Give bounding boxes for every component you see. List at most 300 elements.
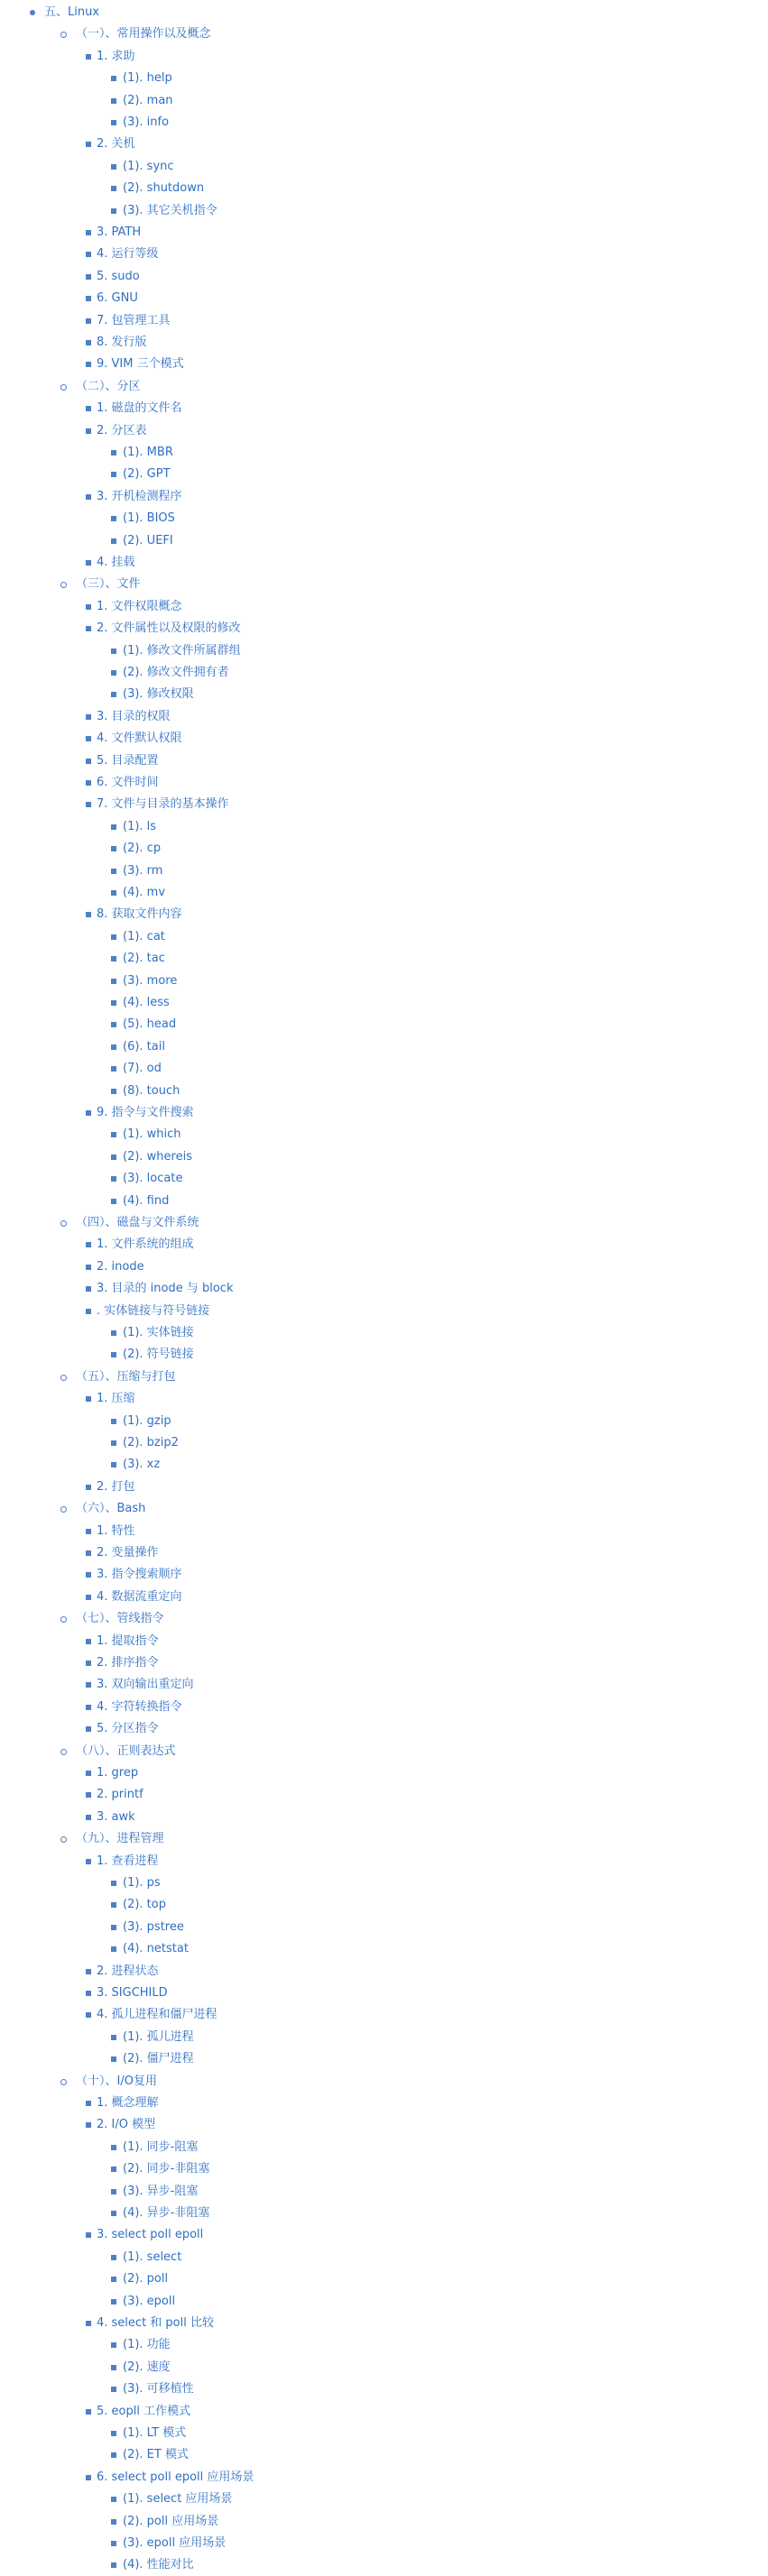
toc-item-level-3 (0, 1146, 768, 1168)
square-bullet-icon (111, 2519, 116, 2525)
toc-link[interactable]: (2). poll 应用场景 (123, 2514, 219, 2528)
toc-link[interactable]: (1). MBR (123, 446, 173, 459)
toc-link[interactable]: 五、Linux (44, 5, 100, 19)
toc-link[interactable]: (1). sync (123, 159, 174, 173)
toc-link[interactable]: (7). od (123, 1062, 162, 1076)
toc-link[interactable]: (1). ps (123, 1876, 161, 1890)
toc-link[interactable]: (3). epoll (123, 2294, 176, 2308)
toc-link[interactable]: (3). 异步-阻塞 (123, 2184, 199, 2198)
toc-item-level-3 (0, 2291, 768, 2313)
toc-link[interactable]: 2. printf (97, 1788, 143, 1802)
square-bullet-icon (86, 142, 91, 147)
square-bullet-icon (86, 1682, 91, 1688)
toc-link[interactable]: （二）、分区 (76, 379, 141, 393)
toc-link[interactable]: (3). 修改权限 (123, 687, 194, 702)
square-bullet-icon (111, 979, 116, 984)
toc-item-level-2 (0, 1301, 768, 1322)
square-bullet-icon (111, 1946, 116, 1952)
toc-link[interactable]: 4. 孤儿进程和僵尸进程 (97, 2008, 217, 2022)
square-bullet-icon (86, 604, 91, 610)
square-bullet-icon (86, 362, 91, 367)
toc-item-level-2 (0, 288, 768, 309)
toc-item-level-3 (0, 1344, 768, 1366)
circle-bullet-icon (60, 1375, 67, 1381)
toc-link[interactable]: 2. 文件属性以及权限的修改 (97, 621, 241, 636)
square-bullet-icon (86, 1265, 91, 1270)
toc-item-level-3 (0, 1081, 768, 1102)
toc-link[interactable]: (3). xz (123, 1458, 161, 1472)
square-bullet-icon (111, 2365, 116, 2370)
square-bullet-icon (111, 2255, 116, 2260)
toc-item-level-3 (0, 1191, 768, 1212)
toc-item-level-2 (0, 772, 768, 794)
toc-item-level-2 (0, 1983, 768, 2004)
toc-item-level-2 (0, 332, 768, 354)
toc-link[interactable]: (4). mv (123, 886, 166, 899)
toc-item-level-2 (0, 728, 768, 750)
toc-item-level-2 (0, 1521, 768, 1542)
toc-link[interactable]: 8. 获取文件内容 (97, 907, 182, 922)
toc-link[interactable]: (3). info (123, 115, 170, 129)
toc-item-level-3 (0, 90, 768, 112)
toc-link[interactable]: (1). ls (123, 819, 157, 833)
toc-link[interactable]: (1). select 应用场景 (123, 2492, 233, 2507)
toc-item-level-3 (0, 2137, 768, 2158)
square-bullet-icon (111, 1462, 116, 1467)
toc-link[interactable]: 4. 挂载 (97, 556, 135, 569)
toc-link[interactable]: 1. 概念理解 (97, 2096, 159, 2110)
toc-item-level-1 (0, 1366, 768, 1388)
square-bullet-icon (86, 626, 91, 631)
toc-link[interactable]: (1). BIOS (123, 511, 175, 526)
toc-link[interactable]: 3. 双向输出重定向 (97, 1678, 194, 1692)
toc-item-level-3 (0, 464, 768, 485)
square-bullet-icon (86, 54, 91, 60)
toc-item-level-3 (0, 2378, 768, 2400)
square-bullet-icon (111, 934, 116, 940)
toc-link[interactable]: (1). 同步-阻塞 (123, 2139, 199, 2154)
toc-link[interactable]: (2). 修改文件拥有者 (123, 666, 229, 679)
toc-item-level-1 (0, 23, 768, 45)
toc-link[interactable]: 1. 特性 (97, 1523, 135, 1538)
toc-link[interactable]: 2. 分区表 (97, 423, 147, 437)
circle-bullet-icon (60, 1836, 67, 1843)
square-bullet-icon (111, 164, 116, 170)
square-bullet-icon (86, 340, 91, 345)
toc-item-level-2 (0, 1961, 768, 1983)
toc-link[interactable]: 6. select poll epoll 应用场景 (97, 2470, 254, 2484)
square-bullet-icon (111, 120, 116, 125)
square-bullet-icon (111, 472, 116, 477)
toc-link[interactable]: 2. 关机 (97, 137, 135, 152)
toc-item-level-3 (0, 2511, 768, 2533)
toc-item-level-1 (0, 1741, 768, 1762)
toc-link[interactable]: （一）、常用操作以及概念 (76, 27, 211, 41)
toc-item-level-3 (0, 156, 768, 178)
toc-item-level-3 (0, 1432, 768, 1454)
square-bullet-icon (86, 1529, 91, 1534)
circle-bullet-icon (60, 1749, 67, 1755)
square-bullet-icon (111, 2056, 116, 2062)
toc-item-level-3 (0, 1168, 768, 1190)
square-bullet-icon (111, 1330, 116, 1336)
toc-link[interactable]: 1. 文件系统的组成 (97, 1237, 194, 1252)
square-bullet-icon (111, 1419, 116, 1424)
square-bullet-icon (86, 1969, 91, 1974)
square-bullet-icon (86, 2122, 91, 2128)
toc-link[interactable]: 3. 指令搜索顺序 (97, 1568, 182, 1582)
toc-link[interactable]: 3. SIGCHILD (97, 1986, 168, 2000)
toc-link[interactable]: 1. grep (97, 1766, 139, 1780)
toc-item-level-2 (0, 486, 768, 508)
toc-link[interactable]: (1). help (123, 71, 172, 86)
toc-link[interactable]: (4). netstat (123, 1942, 189, 1956)
toc-link[interactable]: (2). 速度 (123, 2360, 171, 2374)
toc-link[interactable]: (2). top (123, 1898, 166, 1912)
square-bullet-icon (111, 649, 116, 654)
toc-item-level-3 (0, 2048, 768, 2070)
toc-item-level-3 (0, 442, 768, 464)
toc-link[interactable]: 2. 变量操作 (97, 1546, 159, 1559)
toc-item-level-3 (0, 640, 768, 662)
toc-item-level-1 (0, 1498, 768, 1520)
toc-link[interactable]: 2. 打包 (97, 1479, 135, 1494)
square-bullet-icon (111, 2342, 116, 2348)
toc-item-level-3 (0, 860, 768, 882)
toc-item-level-3 (0, 971, 768, 992)
toc-link[interactable]: (8). touch (123, 1083, 180, 1098)
square-bullet-icon (86, 802, 91, 807)
toc-link[interactable]: 1. 查看进程 (97, 1854, 159, 1868)
square-bullet-icon (111, 1044, 116, 1050)
toc-item-level-3 (0, 1124, 768, 1145)
toc-link[interactable]: （十）、I/O复用 (76, 2074, 157, 2088)
toc-item-level-1 (0, 1608, 768, 1630)
square-bullet-icon (86, 428, 91, 434)
toc-item-level-2 (0, 1807, 768, 1828)
square-bullet-icon (86, 1859, 91, 1864)
toc-item-level-3 (0, 882, 768, 904)
square-bullet-icon (111, 186, 116, 191)
toc-item-level-2 (0, 1587, 768, 1608)
toc-link[interactable]: (6). tail (123, 1039, 165, 1053)
square-bullet-icon (86, 230, 91, 235)
toc-item-level-3 (0, 178, 768, 199)
square-bullet-icon (111, 98, 116, 104)
toc-link[interactable]: 5. eopll 工作模式 (97, 2404, 191, 2418)
toc-link[interactable]: (2). whereis (123, 1149, 192, 1164)
toc-item-level-2 (0, 1234, 768, 1256)
toc-item-level-2 (0, 1851, 768, 1872)
toc-item-level-3 (0, 1872, 768, 1894)
toc-item-level-3 (0, 684, 768, 705)
toc-link[interactable]: 1. 求助 (97, 49, 135, 63)
square-bullet-icon (111, 846, 116, 851)
toc-link[interactable]: 3. 目录的权限 (97, 709, 171, 723)
square-bullet-icon (86, 1242, 91, 1247)
toc-link[interactable]: （九）、进程管理 (76, 1832, 164, 1846)
toc-link[interactable]: (1). which (123, 1127, 181, 1142)
toc-link[interactable]: . 实体链接与符号链接 (97, 1303, 210, 1318)
toc-item-level-2 (0, 2093, 768, 2114)
toc-link[interactable]: 1. 提取指令 (97, 1633, 159, 1648)
toc-item-level-3 (0, 816, 768, 838)
toc-item-level-2 (0, 1477, 768, 1498)
toc-link[interactable]: 3. 开机检测程序 (97, 489, 182, 503)
toc-item-level-2 (0, 1631, 768, 1652)
toc-link[interactable]: (2). GPT (123, 467, 171, 482)
square-bullet-icon (111, 1089, 116, 1094)
toc-item-level-3 (0, 1917, 768, 1938)
square-bullet-icon (111, 1000, 116, 1006)
square-bullet-icon (86, 318, 91, 324)
toc-link[interactable]: （六）、Bash (76, 1502, 146, 1516)
toc-item-level-2 (0, 2114, 768, 2136)
toc-link[interactable]: (2). shutdown (123, 181, 205, 196)
toc-item-level-2 (0, 46, 768, 68)
toc-link[interactable]: 2. 排序指令 (97, 1656, 159, 1670)
square-bullet-icon (111, 1902, 116, 1908)
toc-item-level-2 (0, 1564, 768, 1586)
toc-link[interactable]: (2). cp (123, 842, 162, 856)
toc-link[interactable]: 1. 文件权限概念 (97, 599, 182, 613)
circle-bullet-icon (60, 384, 67, 391)
toc-link[interactable]: 9. VIM 三个模式 (97, 357, 184, 372)
square-bullet-icon (111, 516, 116, 521)
square-bullet-icon (86, 2409, 91, 2415)
toc-item-level-2 (0, 222, 768, 244)
toc-link[interactable]: (2). 符号链接 (123, 1348, 194, 1362)
square-bullet-icon (111, 2277, 116, 2282)
square-bullet-icon (86, 1309, 91, 1314)
toc-link[interactable]: (1). cat (123, 929, 165, 943)
square-bullet-icon (111, 76, 116, 81)
toc-item-level-3 (0, 2489, 768, 2510)
circle-bullet-icon (60, 1220, 67, 1227)
toc-link[interactable]: 3. 目录的 inode 与 block (97, 1282, 234, 1296)
toc-link[interactable]: 3. PATH (97, 225, 142, 239)
square-bullet-icon (111, 956, 116, 961)
toc-item-level-3 (0, 530, 768, 552)
toc-item-level-2 (0, 2313, 768, 2334)
toc-item-level-2 (0, 1102, 768, 1124)
square-bullet-icon (86, 912, 91, 917)
square-bullet-icon (111, 450, 116, 455)
toc-link[interactable]: (2). man (123, 93, 173, 107)
toc-link[interactable]: (1). 孤儿进程 (123, 2029, 194, 2044)
toc-item-level-2 (0, 706, 768, 728)
toc-item-level-3 (0, 2203, 768, 2224)
toc-item-level-1 (0, 1828, 768, 1850)
square-bullet-icon (111, 869, 116, 874)
toc-item-level-2 (0, 133, 768, 155)
disc-bullet-icon (30, 10, 35, 15)
toc-link[interactable]: (2). bzip2 (123, 1436, 179, 1449)
square-bullet-icon (86, 252, 91, 257)
square-bullet-icon (86, 1485, 91, 1490)
square-bullet-icon (111, 1176, 116, 1182)
toc-item-level-3 (0, 200, 768, 222)
toc-link[interactable]: 2. 进程状态 (97, 1964, 159, 1978)
toc-link[interactable]: (2). UEFI (123, 533, 173, 547)
toc-item-level-3 (0, 112, 768, 133)
toc-link[interactable]: 6. 文件时间 (97, 776, 159, 789)
toc-item-level-3 (0, 2533, 768, 2554)
toc-item-level-1 (0, 2071, 768, 2093)
square-bullet-icon (86, 1595, 91, 1600)
toc-link[interactable]: 4. 文件默认权限 (97, 731, 182, 746)
toc-item-level-2 (0, 2224, 768, 2246)
toc-item-level-2 (0, 398, 768, 419)
toc-item-level-3 (0, 2334, 768, 2356)
toc-link[interactable]: (2). 僵尸进程 (123, 2052, 194, 2066)
toc-item-level-3 (0, 1454, 768, 1476)
toc-link[interactable]: (3). pstree (123, 1919, 184, 1934)
toc-link[interactable]: 4. 字符转换指令 (97, 1699, 182, 1714)
toc-link[interactable]: 3. awk (97, 1809, 135, 1824)
toc-item-level-2 (0, 2004, 768, 2026)
square-bullet-icon (86, 714, 91, 720)
toc-link[interactable]: 6. GNU (97, 291, 138, 306)
square-bullet-icon (86, 1705, 91, 1710)
toc-link[interactable]: （四）、磁盘与文件系统 (76, 1216, 199, 1229)
square-bullet-icon (111, 2167, 116, 2172)
toc-item-level-2 (0, 1674, 768, 1696)
square-bullet-icon (86, 759, 91, 764)
toc-item-level-3 (0, 1058, 768, 1080)
square-bullet-icon (111, 1132, 116, 1137)
square-bullet-icon (111, 824, 116, 830)
toc-item-level-2 (0, 1388, 768, 1410)
toc-item-level-3 (0, 1322, 768, 1344)
toc-item-level-0 (0, 2, 768, 23)
toc-link[interactable]: (1). 功能 (123, 2338, 171, 2352)
toc-link[interactable]: (5). head (123, 1017, 177, 1032)
toc-link[interactable]: (3). more (123, 973, 178, 988)
toc-item-level-3 (0, 1938, 768, 1960)
square-bullet-icon (86, 2475, 91, 2480)
toc-item-level-2 (0, 596, 768, 618)
toc-link[interactable]: (1). 实体链接 (123, 1326, 194, 1339)
toc-link[interactable]: 1. 磁盘的文件名 (97, 401, 182, 416)
toc-link[interactable]: (4). find (123, 1193, 170, 1208)
toc-item-level-3 (0, 2357, 768, 2378)
toc-item-level-2 (0, 1278, 768, 1300)
square-bullet-icon (86, 1726, 91, 1732)
toc-item-level-2 (0, 750, 768, 772)
toc-link[interactable]: 5. 分区指令 (97, 1722, 159, 1736)
square-bullet-icon (111, 1022, 116, 1027)
square-bullet-icon (86, 1396, 91, 1402)
toc-item-level-3 (0, 926, 768, 948)
square-bullet-icon (86, 2012, 91, 2018)
square-bullet-icon (111, 2541, 116, 2546)
toc-item-level-2 (0, 1784, 768, 1806)
toc-link[interactable]: (3). locate (123, 1172, 183, 1186)
square-bullet-icon (86, 780, 91, 786)
square-bullet-icon (86, 1110, 91, 1116)
toc-item-level-1 (0, 1212, 768, 1234)
toc-item-level-3 (0, 838, 768, 860)
toc-link[interactable]: (3). epoll 应用场景 (123, 2536, 227, 2550)
square-bullet-icon (111, 1352, 116, 1357)
toc-item-level-2 (0, 310, 768, 332)
square-bullet-icon (86, 2321, 91, 2326)
toc-link[interactable]: 5. 目录配置 (97, 753, 159, 768)
toc-link[interactable]: 5. sudo (97, 269, 140, 283)
toc-link[interactable]: （七）、管线指令 (76, 1612, 164, 1626)
toc-item-level-3 (0, 948, 768, 970)
toc-link[interactable]: (1). gzip (123, 1413, 171, 1428)
toc-link[interactable]: 4. select 和 poll 比较 (97, 2316, 214, 2330)
square-bullet-icon (86, 736, 91, 741)
square-bullet-icon (111, 2145, 116, 2150)
toc-item-level-2 (0, 244, 768, 265)
toc-link[interactable]: （八）、正则表达式 (76, 1743, 176, 1758)
toc-link[interactable]: (1). select (123, 2249, 182, 2264)
toc-item-level-3 (0, 1036, 768, 1058)
square-bullet-icon (111, 2189, 116, 2194)
square-bullet-icon (86, 560, 91, 566)
toc-link[interactable]: 8. 发行版 (97, 336, 147, 349)
toc-link[interactable]: (4). 性能对比 (123, 2558, 194, 2572)
toc-link[interactable]: 4. 数据流重定向 (97, 1589, 182, 1604)
toc-link[interactable]: 2. I/O 模型 (97, 2118, 156, 2132)
toc-link[interactable]: （三）、文件 (76, 577, 141, 592)
toc-item-level-2 (0, 266, 768, 288)
square-bullet-icon (111, 1881, 116, 1886)
toc-link[interactable]: (4). less (123, 996, 170, 1009)
toc-link[interactable]: (4). 异步-非阻塞 (123, 2206, 210, 2220)
square-bullet-icon (111, 2562, 116, 2568)
toc-link[interactable]: (2). poll (123, 2272, 169, 2286)
toc-link[interactable]: 1. 压缩 (97, 1392, 135, 1406)
square-bullet-icon (111, 692, 116, 697)
toc-link[interactable]: (1). 修改文件所属群组 (123, 643, 241, 658)
toc-link[interactable]: (1). LT 模式 (123, 2426, 187, 2440)
square-bullet-icon (86, 1639, 91, 1644)
toc-link[interactable]: (2). tac (123, 952, 165, 966)
toc-link[interactable]: (2). ET 模式 (123, 2448, 189, 2462)
square-bullet-icon (111, 1440, 116, 1446)
square-bullet-icon (111, 1066, 116, 1072)
toc-link[interactable]: (3). 其它关机指令 (123, 203, 217, 217)
toc-link[interactable]: 7. 包管理工具 (97, 313, 171, 327)
toc-link[interactable]: (3). 可移植性 (123, 2382, 194, 2397)
toc-link[interactable]: 2. inode (97, 1259, 144, 1274)
square-bullet-icon (86, 2101, 91, 2106)
square-bullet-icon (111, 2431, 116, 2436)
toc-link[interactable]: （五）、压缩与打包 (76, 1369, 176, 1384)
toc-link[interactable]: 3. select poll epoll (97, 2228, 204, 2242)
toc-link[interactable]: 4. 运行等级 (97, 247, 159, 262)
toc-link[interactable]: (2). 同步-非阻塞 (123, 2162, 210, 2176)
toc-link[interactable]: 7. 文件与目录的基本操作 (97, 797, 229, 812)
toc-item-level-3 (0, 508, 768, 529)
toc-item-level-2 (0, 420, 768, 442)
toc-item-level-3 (0, 1894, 768, 1916)
square-bullet-icon (111, 890, 116, 896)
circle-bullet-icon (60, 32, 67, 38)
toc-item-level-3 (0, 2444, 768, 2466)
square-bullet-icon (111, 2299, 116, 2305)
square-bullet-icon (111, 670, 116, 676)
toc-link[interactable]: (3). rm (123, 863, 163, 878)
square-bullet-icon (86, 494, 91, 500)
toc-item-level-3 (0, 1014, 768, 1035)
toc-link[interactable]: 9. 指令与文件搜索 (97, 1106, 194, 1119)
toc-item-level-2 (0, 1652, 768, 1674)
